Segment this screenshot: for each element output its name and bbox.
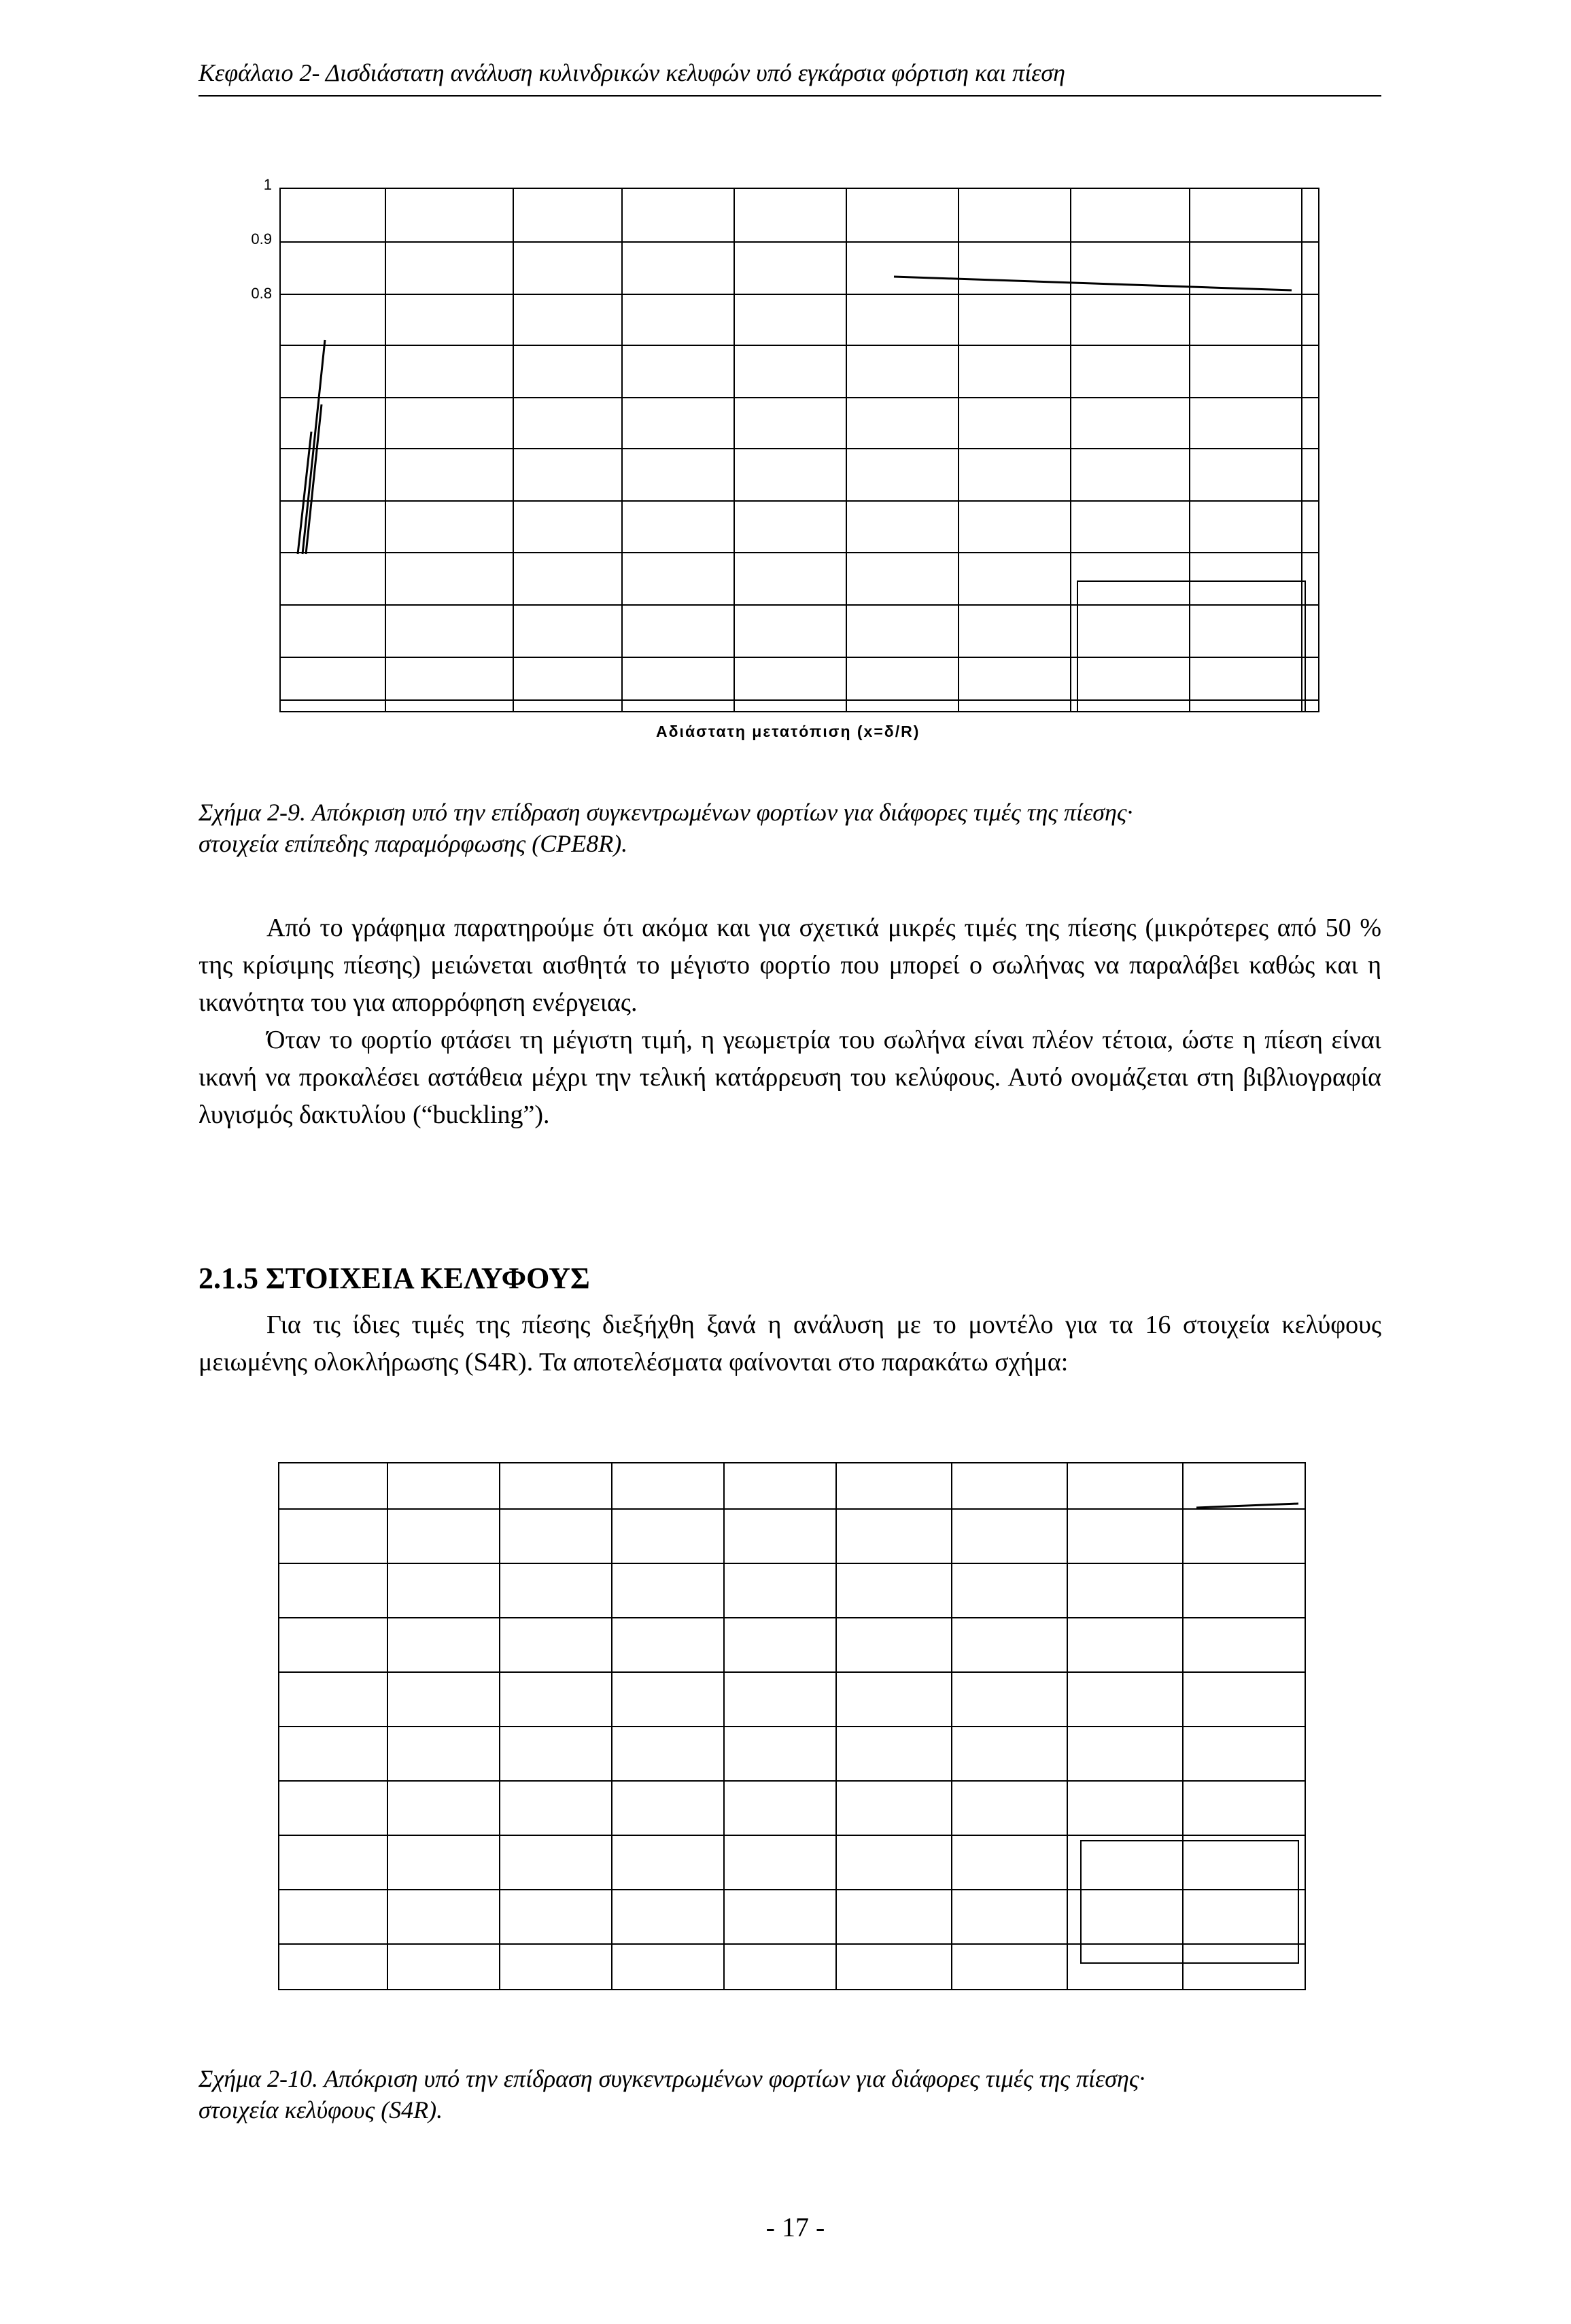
series-line	[894, 277, 1292, 290]
y-tick-label: 0.9	[251, 230, 272, 247]
y-tick-label: 1	[263, 176, 272, 193]
page-number: - 17 -	[765, 2212, 825, 2242]
figure-2-10-chart	[272, 1455, 1319, 1998]
series-line	[306, 404, 322, 554]
paragraph: Για τις ίδιες τιμές της πίεσης διεξήχθη ξανά η ανάλυση με το μοντέλο για τα 16 στοιχεία κελύφους μειωμένης ολοκλήρωσης (S4R). Τα αποτελέσματα φαίνονται στο παρακάτω σχήμα:	[198, 1311, 1381, 1376]
paragraph: Όταν το φορτίο φτάσει τη μέγιστη τιμή, η γεωμετρία του σωλήνα είναι πλέον τέτοια, ώστε η πίεση είναι ικανή να προκαλέσει αστάθεια μέχρι την τελική κατάρρευση του κελύφους. Αυτό ονομάζεται στη βιβλιογραφία λυγισμός δακτυλίου (“buckling”).	[198, 1026, 1381, 1129]
caption-line: στοιχεία επίπεδης παραμόρφωσης (CPE8R).	[198, 830, 628, 857]
series-line	[1196, 1504, 1298, 1508]
section-heading: 2.1.5 ΣΤΟΙΧΕΙΑ ΚΕΛΥΦΟΥΣ	[198, 1262, 590, 1295]
caption-line: Σχήμα 2-10. Απόκριση υπό την επίδραση συγκεντρωμένων φορτίων για διάφορες τιμές της πίεσης·	[198, 2065, 1145, 2092]
caption-line: Σχήμα 2-9. Απόκριση υπό την επίδραση συγκεντρωμένων φορτίων για διάφορες τιμές της πίεσης·	[198, 799, 1133, 826]
y-tick-label: 0.8	[251, 285, 272, 302]
caption-line: στοιχεία κελύφους (S4R).	[198, 2096, 443, 2123]
chart-plot-area	[272, 1455, 1319, 1998]
chapter-header: Κεφάλαιο 2- Δισδιάστατη ανάλυση κυλινδρικών κελυφών υπό εγκάρσια φόρτιση και πίεση	[198, 59, 1066, 86]
plot-frame	[280, 188, 1319, 712]
legend-box	[1077, 581, 1305, 712]
paragraph: Από το γράφημα παρατηρούμε ότι ακόμα και για σχετικά μικρές τιμές της πίεσης (μικρότερες από 50 % της κρίσιμης πίεσης) μειώνεται αισθητά το μέγιστο φορτίο που μπορεί ο σωλήνας να παραλάβει καθώς και η ικανότητα του για απορρόφηση ενέργειας.	[198, 914, 1381, 1017]
figure-2-9-chart	[245, 173, 1326, 738]
section-paragraph	[198, 1306, 1381, 1381]
series-line	[303, 340, 325, 554]
figure-2-10-caption	[198, 2063, 1381, 2126]
body-paragraphs	[198, 909, 1381, 1134]
figure-2-9-caption	[198, 797, 1381, 859]
chart-plot-area	[245, 173, 1326, 738]
header-divider	[198, 95, 1381, 97]
x-axis-label: Αδιάστατη μετατόπιση (x=δ/R)	[656, 723, 920, 740]
